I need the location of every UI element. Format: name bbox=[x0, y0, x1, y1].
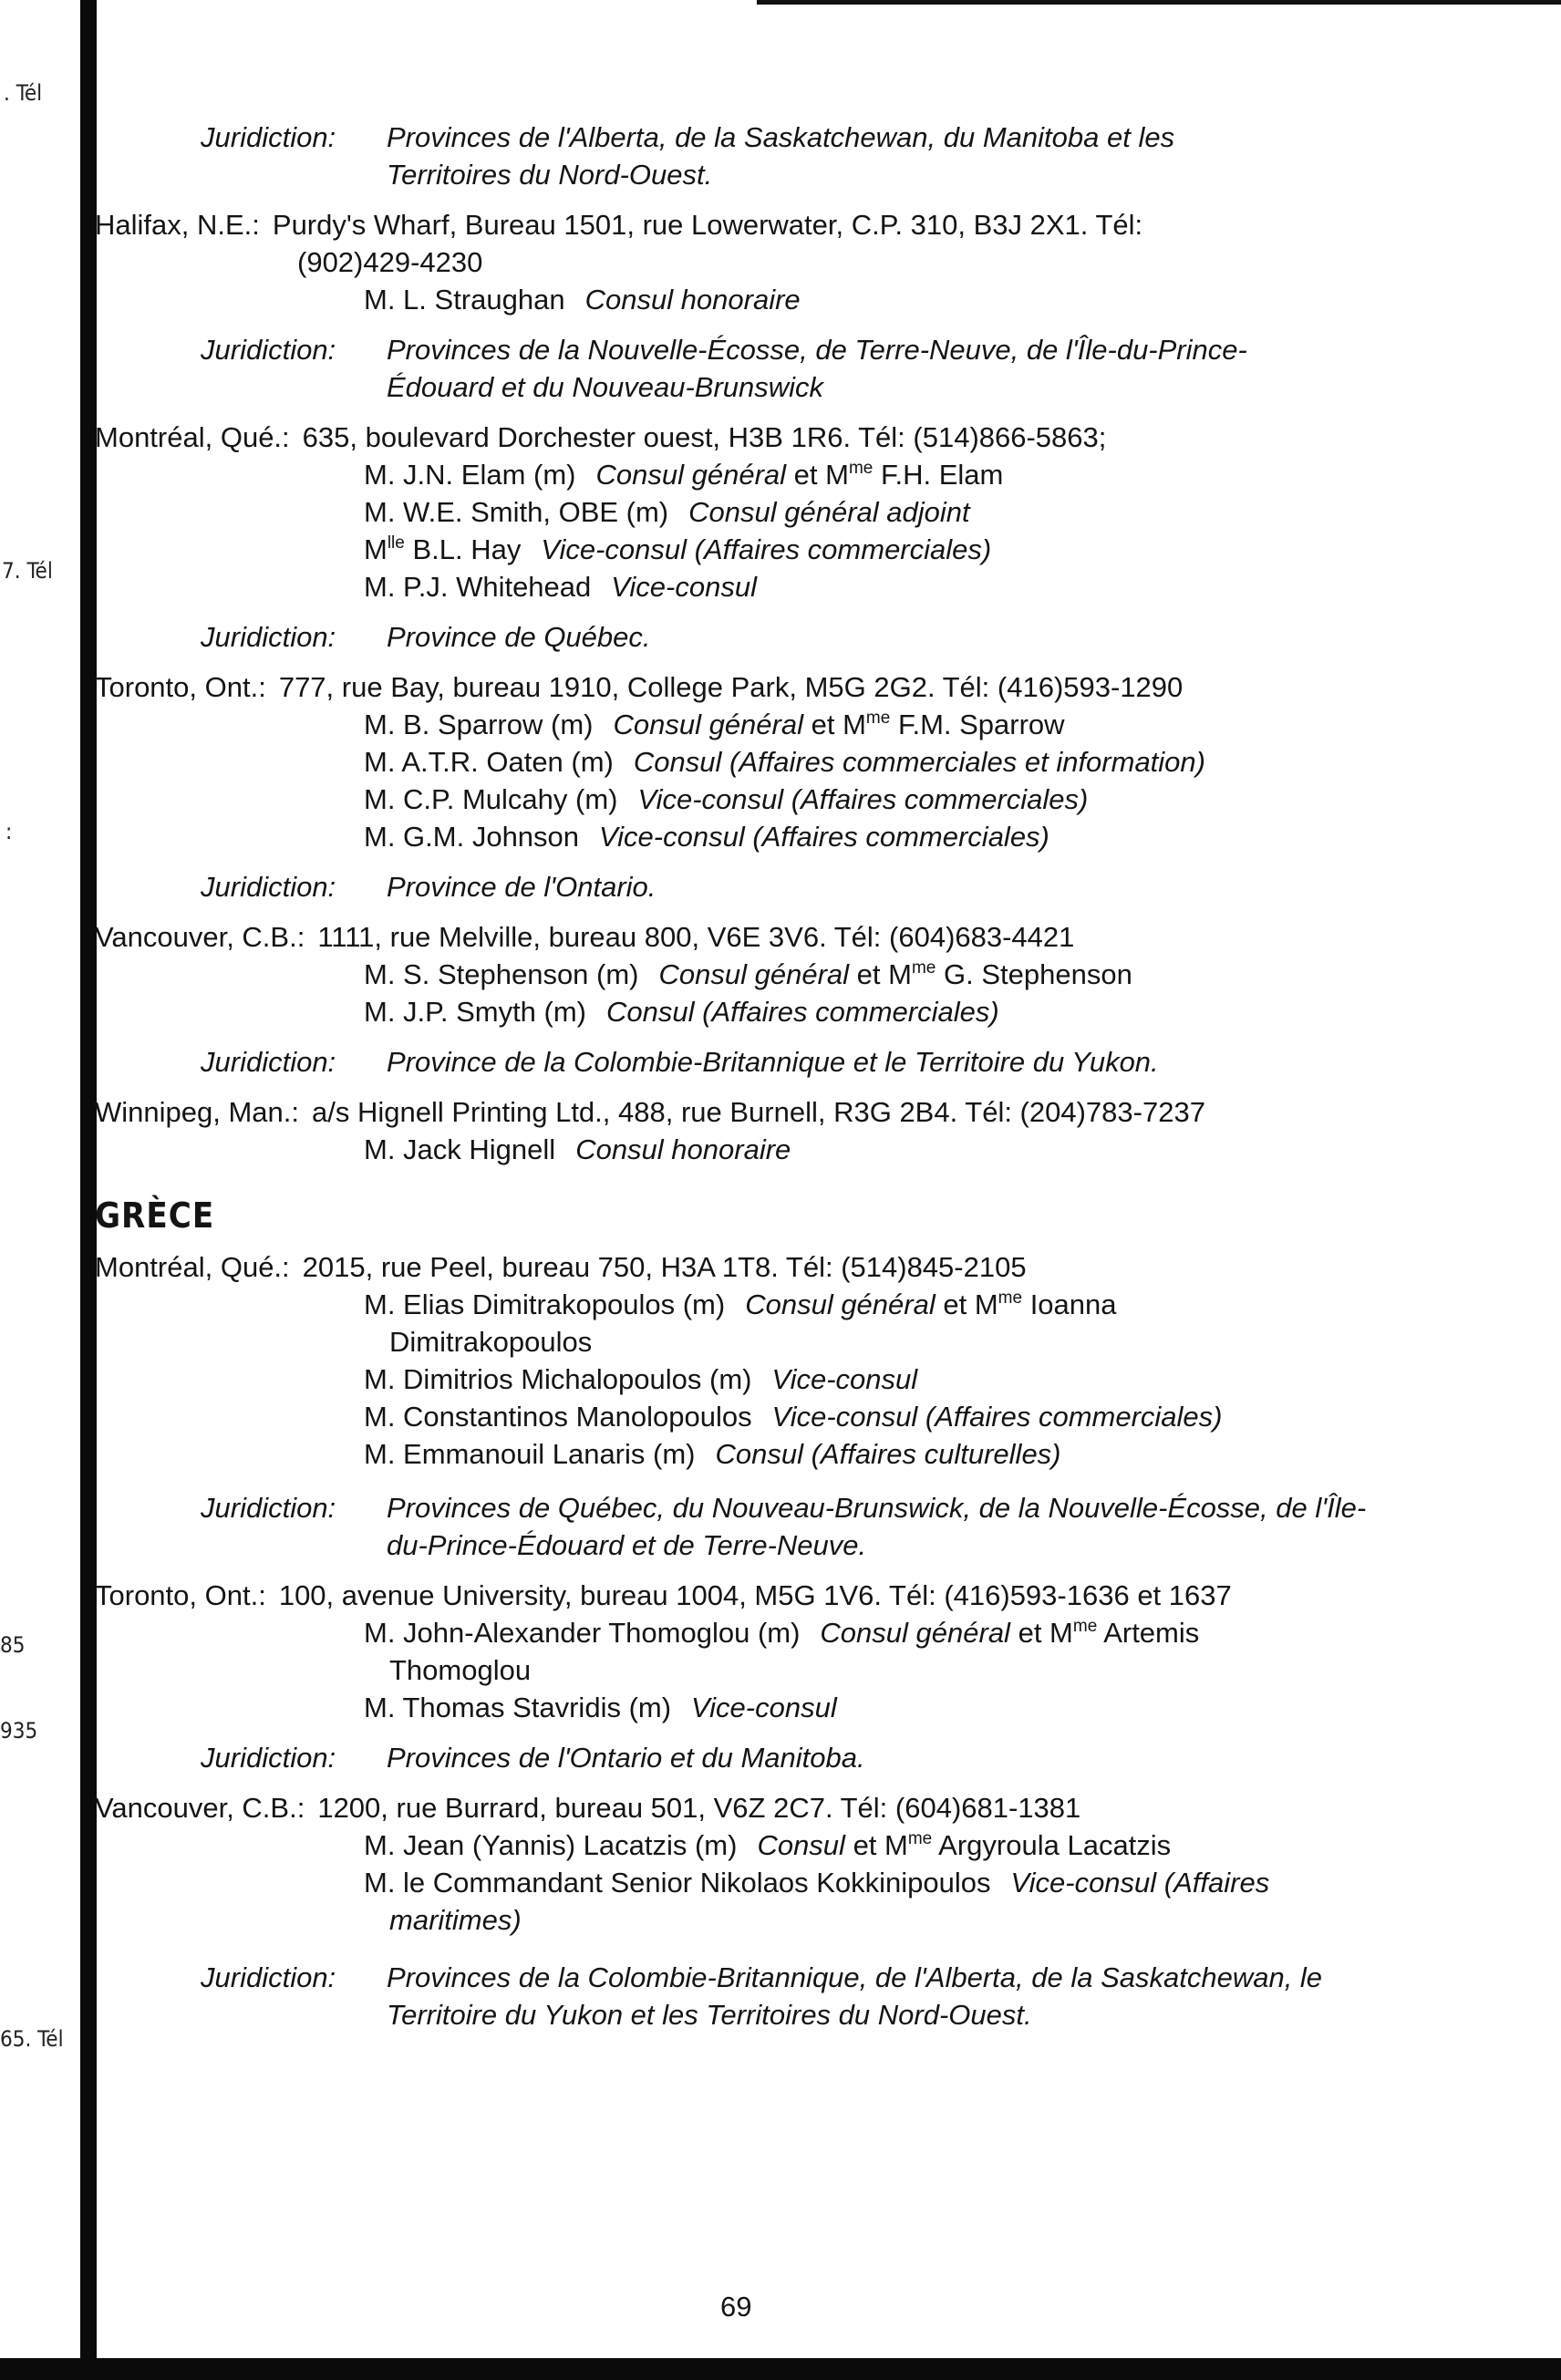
person-row bbox=[364, 281, 1399, 318]
jurisdiction-text: Provinces de l'Ontario et du Manitoba. bbox=[387, 1742, 865, 1774]
name-prefix: M bbox=[364, 533, 388, 565]
person-row bbox=[364, 1361, 1399, 1398]
spouse-prefix: et M bbox=[793, 459, 849, 491]
spouse-name: Artemis bbox=[1103, 1617, 1200, 1649]
person-row bbox=[364, 531, 1399, 568]
person-role: Vice-consul bbox=[611, 571, 757, 603]
person-name bbox=[364, 533, 521, 565]
person-role: Vice-consul (Affaires commerciales) bbox=[541, 533, 992, 565]
person-name: M. P.J. Whitehead bbox=[364, 571, 592, 603]
person-name: M. Thomas Stavridis (m) bbox=[364, 1692, 672, 1723]
person-row bbox=[364, 993, 1399, 1030]
spouse-name: F.H. Elam bbox=[880, 459, 1004, 491]
jurisdiction-label: Juridiction: bbox=[201, 334, 336, 366]
address: 100, avenue University, bureau 1004, M5G 1V6. Tél: (416)593-1636 et 1637 bbox=[278, 1579, 1232, 1611]
person-name: M. le Commandant Senior Nikolaos Kokkinipoulos bbox=[364, 1867, 991, 1899]
person-row bbox=[364, 1689, 1399, 1726]
consulate-entry-halifax bbox=[95, 206, 1399, 406]
person-role: Consul général bbox=[613, 709, 803, 740]
spouse-name-continuation: Dimitrakopoulos bbox=[389, 1326, 593, 1358]
jurisdiction-label: Juridiction: bbox=[201, 1492, 336, 1524]
person-role: Consul général bbox=[658, 958, 850, 990]
person-row bbox=[364, 568, 1399, 605]
person-role: Consul (Affaires commerciales) bbox=[606, 996, 999, 1028]
person-role: Vice-consul (Affaires commerciales) bbox=[771, 1401, 1223, 1433]
jurisdiction-text: Provinces de Québec, du Nouveau-Brunswick, de la Nouvelle-Écosse, de l'Île-du-Prince-Édouard et de Terre-Neuve. bbox=[387, 1492, 1367, 1561]
consulate-entry-greece-toronto bbox=[95, 1577, 1399, 1776]
person-name: M. J.N. Elam (m) bbox=[364, 459, 576, 491]
person-row bbox=[364, 456, 1399, 493]
jurisdiction-label: Juridiction: bbox=[201, 1046, 336, 1078]
person-name: M. John-Alexander Thomoglou (m) bbox=[364, 1617, 801, 1649]
spouse-prefix: et M bbox=[811, 709, 866, 740]
person-name: M. B. Sparrow (m) bbox=[364, 709, 594, 740]
person-role: Vice-consul bbox=[771, 1363, 918, 1395]
jurisdiction bbox=[201, 331, 1399, 406]
jurisdiction bbox=[201, 1489, 1399, 1564]
person-name: M. C.P. Mulcahy (m) bbox=[364, 783, 618, 815]
consulate-entry-montreal bbox=[95, 419, 1399, 656]
person-row bbox=[364, 818, 1399, 855]
margin-fragment: 85 bbox=[0, 1632, 26, 1658]
person-row bbox=[364, 1864, 1399, 1939]
jurisdiction bbox=[201, 119, 1399, 193]
person-role: Consul général bbox=[745, 1288, 936, 1320]
margin-fragment: . Tél bbox=[4, 80, 43, 106]
person-role: Consul (Affaires commerciales et information) bbox=[633, 746, 1205, 778]
spouse-superscript: me bbox=[907, 1829, 933, 1848]
jurisdiction-text: Provinces de la Nouvelle-Écosse, de Terre-Neuve, de l'Île-du-Prince-Édouard et du Nouveau-Brunswick bbox=[387, 334, 1247, 403]
jurisdiction-label: Juridiction: bbox=[201, 1742, 336, 1774]
person-name: M. A.T.R. Oaten (m) bbox=[364, 746, 614, 778]
jurisdiction bbox=[201, 1043, 1399, 1081]
person-row bbox=[364, 1826, 1399, 1864]
spouse-name: Argyroula Lacatzis bbox=[938, 1829, 1172, 1861]
address-continuation: (902)429-4230 bbox=[297, 246, 483, 278]
person-row bbox=[364, 1398, 1399, 1435]
person-role: Consul général adjoint bbox=[688, 496, 970, 528]
spouse-superscript: me bbox=[848, 459, 874, 478]
spouse-name: F.M. Sparrow bbox=[897, 709, 1065, 740]
margin-fragment: 935 bbox=[0, 1718, 38, 1744]
jurisdiction bbox=[201, 618, 1399, 656]
person-row bbox=[364, 743, 1399, 781]
city-label: Toronto, Ont.: bbox=[95, 1579, 266, 1611]
person-name: M. W.E. Smith, OBE (m) bbox=[364, 496, 669, 528]
person-role: Vice-consul (Affaires bbox=[1010, 1867, 1270, 1899]
jurisdiction-text: Province de l'Ontario. bbox=[387, 871, 656, 903]
address: a/s Hignell Printing Ltd., 488, rue Burnell, R3G 2B4. Tél: (204)783-7237 bbox=[312, 1096, 1205, 1128]
person-row bbox=[364, 1435, 1399, 1473]
person-row bbox=[364, 1131, 1399, 1168]
city-label: Toronto, Ont.: bbox=[95, 671, 266, 703]
city-label: Winnipeg, Man.: bbox=[95, 1096, 299, 1128]
address: 1200, rue Burrard, bureau 501, V6Z 2C7. Tél: (604)681-1381 bbox=[317, 1792, 1081, 1824]
jurisdiction-text: Provinces de l'Alberta, de la Saskatchewan, du Manitoba et les Territoires du Nord-Ouest. bbox=[387, 121, 1175, 191]
jurisdiction bbox=[201, 868, 1399, 905]
person-name: M. L. Straughan bbox=[364, 284, 565, 316]
name-superscript: lle bbox=[387, 533, 405, 553]
margin-fragment: 65. Tél bbox=[0, 2026, 64, 2052]
person-role: Consul général bbox=[595, 459, 787, 491]
directory-page bbox=[95, 119, 1399, 2033]
name-text: B.L. Hay bbox=[412, 533, 522, 565]
top-rule bbox=[757, 0, 1561, 5]
spouse-name-continuation: Thomoglou bbox=[389, 1654, 532, 1686]
person-name: M. Jean (Yannis) Lacatzis (m) bbox=[364, 1829, 738, 1861]
spouse-superscript: me bbox=[911, 958, 936, 978]
page-number: 69 bbox=[720, 2291, 752, 2323]
page-bottom-shadow bbox=[0, 2358, 1561, 2380]
person-role: Consul honoraire bbox=[584, 284, 801, 316]
spouse-name: Ioanna bbox=[1029, 1288, 1117, 1320]
consulate-entry-winnipeg bbox=[95, 1093, 1399, 1168]
city-label: Montréal, Qué.: bbox=[95, 421, 290, 453]
address: 1111, rue Melville, bureau 800, V6E 3V6. Tél: (604)683-4421 bbox=[317, 921, 1075, 953]
jurisdiction-text: Provinces de la Colombie-Britannique, de l'Alberta, de la Saskatchewan, le Territoire du Yukon et les Territoires du Nord-Ouest. bbox=[387, 1961, 1323, 2031]
jurisdiction bbox=[201, 1959, 1399, 2033]
jurisdiction-label: Juridiction: bbox=[201, 621, 336, 653]
address: 777, rue Bay, bureau 1910, College Park, M5G 2G2. Tél: (416)593-1290 bbox=[278, 671, 1184, 703]
city-label: Halifax, N.E.: bbox=[95, 209, 260, 241]
person-role: Consul honoraire bbox=[575, 1133, 791, 1165]
person-row bbox=[364, 781, 1399, 818]
city-label: Vancouver, C.B.: bbox=[95, 921, 305, 953]
spouse-superscript: me bbox=[1072, 1617, 1098, 1636]
spouse-prefix: et M bbox=[1018, 1617, 1073, 1649]
margin-fragment: 7. Tél bbox=[2, 558, 53, 584]
person-name: M. J.P. Smyth (m) bbox=[364, 996, 587, 1028]
person-role-continuation: maritimes) bbox=[389, 1904, 522, 1936]
person-name: M. G.M. Johnson bbox=[364, 821, 580, 853]
person-row bbox=[364, 956, 1399, 993]
person-name: M. Jack Hignell bbox=[364, 1133, 556, 1165]
person-row bbox=[364, 706, 1399, 743]
spouse-superscript: me bbox=[998, 1288, 1023, 1308]
consulate-entry-greece-vancouver bbox=[95, 1789, 1399, 2033]
jurisdiction-label: Juridiction: bbox=[201, 871, 336, 903]
city-label: Montréal, Qué.: bbox=[95, 1251, 290, 1283]
address: Purdy's Wharf, Bureau 1501, rue Lowerwater, C.P. 310, B3J 2X1. Tél: bbox=[272, 209, 1143, 241]
person-role: Consul bbox=[757, 1829, 845, 1861]
spouse-prefix: et M bbox=[943, 1288, 998, 1320]
jurisdiction-label: Juridiction: bbox=[201, 121, 336, 153]
address: 2015, rue Peel, bureau 750, H3A 1T8. Tél: (514)845-2105 bbox=[302, 1251, 1027, 1283]
city-label: Vancouver, C.B.: bbox=[95, 1792, 305, 1824]
address: 635, boulevard Dorchester ouest, H3B 1R6. Tél: (514)866-5863; bbox=[302, 421, 1107, 453]
person-row bbox=[364, 493, 1399, 531]
spouse-prefix: et M bbox=[856, 958, 912, 990]
person-name: M. Emmanouil Lanaris (m) bbox=[364, 1438, 696, 1470]
person-row bbox=[364, 1614, 1399, 1689]
consulate-entry-toronto bbox=[95, 668, 1399, 905]
jurisdiction-label: Juridiction: bbox=[201, 1961, 336, 1993]
consulate-entry-vancouver bbox=[95, 918, 1399, 1081]
jurisdiction-text: Province de Québec. bbox=[387, 621, 651, 653]
jurisdiction bbox=[201, 1739, 1399, 1776]
margin-fragment: : bbox=[5, 819, 13, 844]
person-row bbox=[364, 1286, 1399, 1361]
person-name: M. Constantinos Manolopoulos bbox=[364, 1401, 752, 1433]
person-role: Vice-consul (Affaires commerciales) bbox=[599, 821, 1049, 853]
spouse-superscript: me bbox=[865, 709, 891, 728]
consulate-entry-greece-montreal bbox=[95, 1248, 1399, 1564]
person-role: Vice-consul (Affaires commerciales) bbox=[637, 783, 1089, 815]
spouse-name: G. Stephenson bbox=[944, 958, 1132, 990]
jurisdiction-text: Province de la Colombie-Britannique et le Territoire du Yukon. bbox=[387, 1046, 1159, 1078]
person-role: Vice-consul bbox=[691, 1692, 837, 1723]
person-name: M. S. Stephenson (m) bbox=[364, 958, 639, 990]
spouse-prefix: et M bbox=[853, 1829, 908, 1861]
person-role: Consul général bbox=[820, 1617, 1010, 1649]
person-role: Consul (Affaires culturelles) bbox=[715, 1438, 1061, 1470]
country-heading: GRÈCE bbox=[95, 1195, 215, 1236]
person-name: M. Dimitrios Michalopoulos (m) bbox=[364, 1363, 752, 1395]
person-name: M. Elias Dimitrakopoulos (m) bbox=[364, 1288, 726, 1320]
